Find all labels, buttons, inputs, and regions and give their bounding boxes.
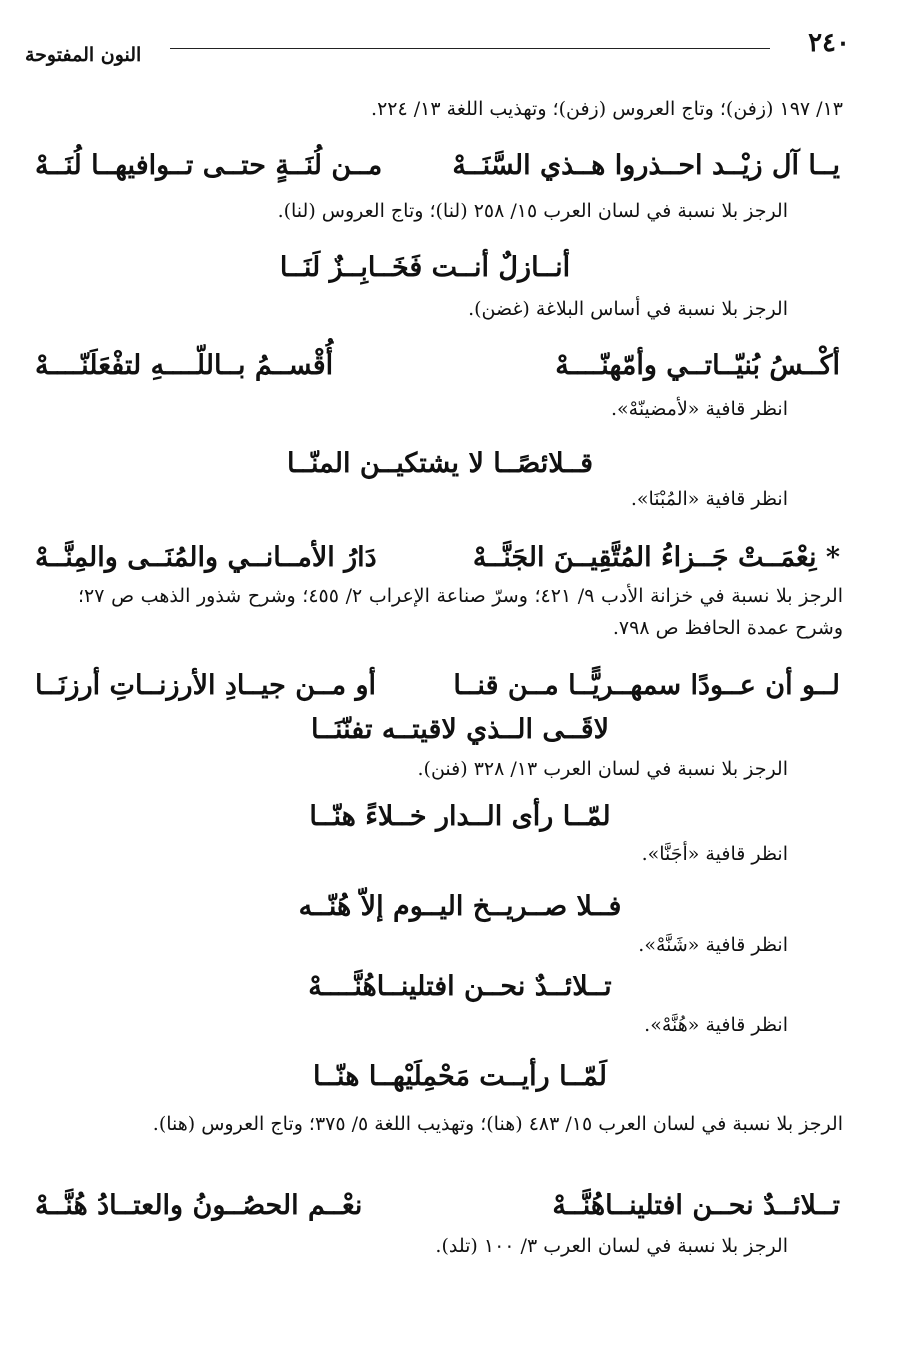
citation-note: الرجز بلا نسبة في لسان العرب ١٣/ ٣٢٨ (فنن). [417, 758, 788, 780]
verse-line [170, 450, 710, 477]
verse-hemistich: لاقَــى الــذي لاقيتــه تفنّنَــا [310, 714, 610, 745]
verse-hemistich: قــلائصًــا لا يشتكيــن المنّــا [286, 448, 594, 479]
citation-note: الرجز بلا نسبة في لسان العرب ٣/ ١٠٠ (تلد). [435, 1235, 788, 1257]
header-rule [170, 48, 770, 49]
verse-hemistich-second: مــن لُنَــةٍ حتــى تــوافيهــا لُنَــهْ [35, 150, 383, 181]
citation-note: الرجز بلا نسبة في خزانة الأدب ٩/ ٤٢١؛ وسرّ صناعة الإعراب ٢/ ٤٥٥؛ وشرح شذور الذهب ص ٢٧؛ وشرح عمدة الحافظ ص ٧٩٨. [78, 585, 843, 639]
citation-note: الرجز بلا نسبة في لسان العرب ١٥/ ٢٥٨ (لنا)؛ وتاج العروس (لنا). [277, 200, 788, 222]
verse-hemistich-second: دَارُ الأمــانــي والمُنَــى والمِنَّــهْ [35, 542, 377, 573]
cross-reference: انظر قافية «لأمضينّهْ». [610, 398, 788, 420]
verse-hemistich-second: أو مــن جيــادِ الأرزنــاتِ أرزنَــا [35, 670, 376, 701]
verse-hemistich-first: أكْــسُ بُنيّــاتــي وأمّهنّــــهْ [555, 350, 840, 381]
verse-hemistich: أنــازلٌ أنــت فَخَــابِــزٌ لَنَــا [279, 252, 571, 283]
verse-hemistich: تــلائــدٌ نحــن افتلينــاهُنَّــــهْ [308, 971, 612, 1002]
verse-hemistich-first: تــلائــدٌ نحــن افتلينــاهُنَّــهْ [552, 1190, 840, 1221]
verse-line [260, 716, 660, 743]
verse-hemistich: لمّــا رأى الــدار خــلاءً هنّــا [309, 801, 611, 832]
citation-note: ١٣/ ١٩٧ (زفن)؛ وتاج العروس (زفن)؛ وتهذيب اللغة ١٣/ ٢٢٤. [371, 98, 843, 120]
verse-line [250, 973, 670, 1000]
cross-reference: انظر قافية «هُنَّهْ». [644, 1014, 788, 1036]
verse-line [250, 1063, 670, 1090]
verse-line [250, 803, 670, 830]
verse-hemistich-second: أُقْســمُ بــاللّــــهِ لتفْعَلَنّــــهْ [35, 350, 334, 381]
section-title: النون المفتوحة [25, 44, 142, 66]
verse-hemistich: فــلا صــريــخ اليــوم إلاّ هُنّــه [298, 891, 622, 922]
verse-line [250, 893, 670, 920]
verse-hemistich-second: نعْــم الحصُــونُ والعتــادُ هُنَّــهْ [35, 1190, 363, 1221]
verse-line [150, 254, 700, 281]
cross-reference: انظر قافية «أجَنَّا». [641, 843, 788, 865]
verse-hemistich-first: * نِعْمَــتْ جَــزاءُ المُتَّقِيــنَ الجَنَّــهْ [472, 542, 840, 573]
verse-hemistich-first: يــا آل زيْــد احــذروا هــذي السَّنَــهْ [452, 150, 840, 181]
page-number: ٢٤٠ [808, 28, 850, 58]
verse-hemistich: لَمّــا رأيــت مَحْمِلَيْهــا هنّــا [313, 1061, 607, 1092]
citation-note: الرجز بلا نسبة في أساس البلاغة (غضن). [468, 298, 788, 320]
citation-note: الرجز بلا نسبة في لسان العرب ١٥/ ٤٨٣ (هنا)؛ وتهذيب اللغة ٥/ ٣٧٥؛ وتاج العروس (هنا). [152, 1113, 843, 1135]
verse-hemistich-first: لــو أن عــودًا سمهــريًّــا مــن قنــا [453, 670, 840, 701]
cross-reference: انظر قافية «شَنَّهْ». [638, 934, 788, 956]
cross-reference: انظر قافية «المُبْنَا». [630, 488, 788, 510]
